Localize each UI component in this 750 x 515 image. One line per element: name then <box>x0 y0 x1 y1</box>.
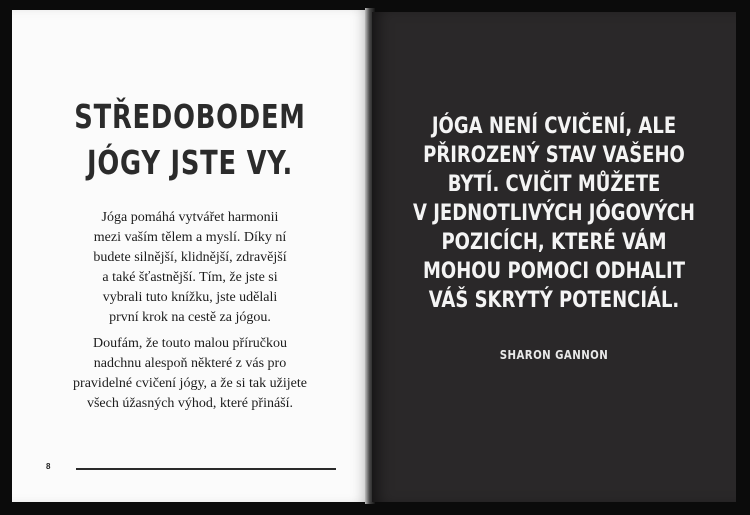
quote-line: V JEDNOTLIVÝCH JÓGOVÝCH <box>413 200 695 226</box>
footer-rule <box>76 468 336 472</box>
left-page <box>12 10 368 502</box>
quote-line: BYTÍ. CVIČIT MŮŽETE <box>447 171 661 197</box>
second-paragraph <box>12 334 368 414</box>
text-line: Jóga pomáhá vytvářet harmonii <box>101 210 279 225</box>
text-line: vybrali tuto knížku, jste udělali <box>102 290 278 305</box>
text-line: Doufám, že touto malou příručkou <box>92 336 287 351</box>
heading-line: JÓGY JSTE VY. <box>86 143 294 182</box>
text-line: pravidelné cvičení jógy, a že si tak užijete <box>73 376 307 391</box>
quote-line: PŘIROZENÝ STAV VAŠEHO <box>423 142 685 168</box>
page-heading <box>51 94 329 186</box>
heading-line: STŘEDOBODEM <box>74 97 306 136</box>
quote-text <box>408 112 699 315</box>
quote-line: VÁŠ SKRYTÝ POTENCIÁL. <box>428 287 680 313</box>
intro-paragraph <box>12 208 368 328</box>
text-line: a také šťastnější. Tím, že jste si <box>102 270 278 285</box>
quote-author: SHARON GANNON <box>499 348 609 362</box>
page-number: 8 <box>46 462 51 471</box>
text-line: budete silnější, klidnější, zdravější <box>93 250 287 265</box>
quote-line: POZICÍCH, KTERÉ VÁM <box>441 229 667 255</box>
text-line: první krok na cestě za jógou. <box>109 310 271 325</box>
text-line: nadchnu alespoň některé z vás pro <box>93 356 287 371</box>
quote-line: MOHOU POMOCI ODHALIT <box>422 258 686 284</box>
text-line: mezi vaším tělem a myslí. Díky ní <box>93 230 287 245</box>
text-line: všech úžasných výhod, které přináší. <box>86 396 294 411</box>
quote-line: JÓGA NENÍ CVIČENÍ, ALE <box>431 113 677 139</box>
